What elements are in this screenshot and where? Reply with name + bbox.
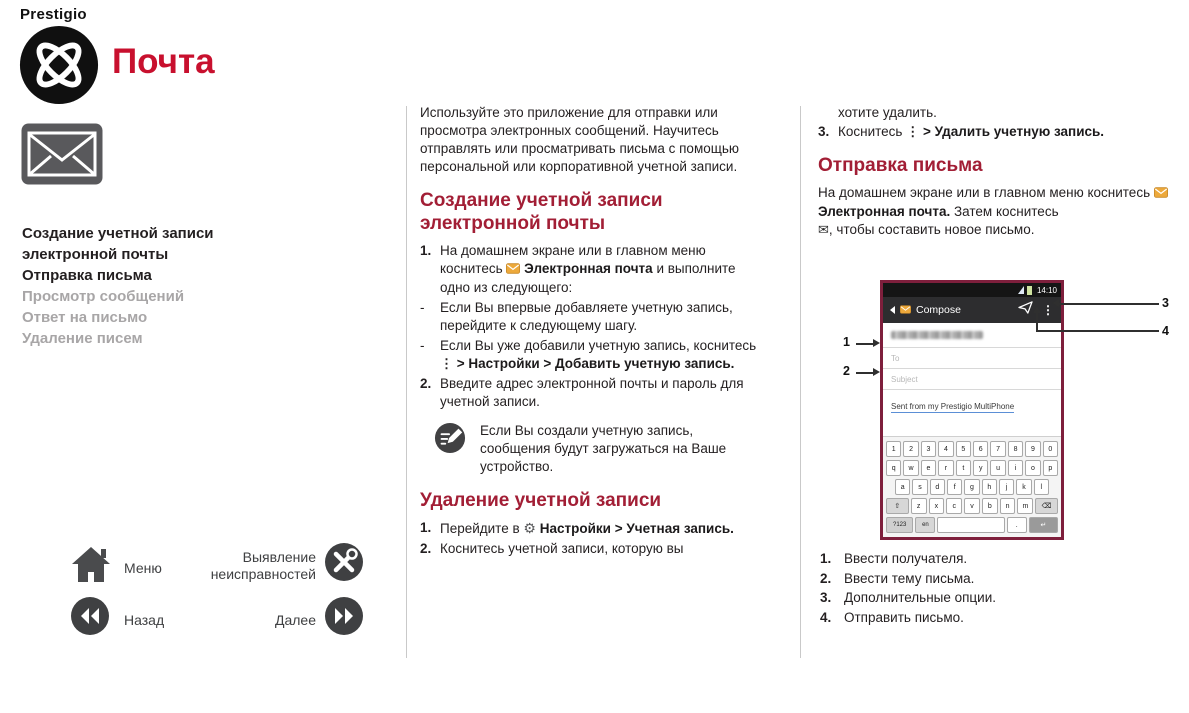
language-key: en (915, 517, 935, 533)
legend-number: 1. (820, 551, 832, 566)
shift-key: ⇧ (886, 498, 909, 514)
toc-item-create-account[interactable]: Создание учетной записи электронной почты (22, 225, 214, 263)
bullet-text-bold: > Настройки > Добавить учетную запись. (456, 356, 735, 371)
settings-gear-icon: ⚙ (523, 520, 536, 536)
note-box (420, 422, 765, 476)
toc-item-delete-mails[interactable]: Удаление писем (22, 330, 143, 347)
step-create-2 (420, 375, 765, 411)
phone-legend (818, 549, 1178, 627)
keyboard-key: 2 (903, 441, 918, 457)
keyboard-key: v (964, 498, 980, 514)
period-key: . (1007, 517, 1027, 533)
keyboard-key: l (1034, 479, 1049, 495)
battery-icon (1027, 286, 1032, 295)
step-number: 3. (818, 124, 830, 139)
legend-item (818, 588, 1178, 608)
mail-app-icon (20, 122, 104, 191)
keyboard-key: g (964, 479, 979, 495)
legend-number: 3. (820, 590, 832, 605)
keyboard-key: 3 (921, 441, 936, 457)
next-button[interactable] (324, 596, 364, 641)
keyboard-key: z (911, 498, 927, 514)
heading-delete-account: Удаление учетной записи (420, 490, 662, 511)
legend-number: 2. (820, 570, 832, 586)
keyboard-key: h (982, 479, 997, 495)
step-number: 1. (420, 243, 432, 258)
callout-line-3 (1059, 303, 1159, 305)
keyboard-key: 8 (1008, 441, 1023, 457)
email-app-icon (506, 261, 520, 279)
step-delete-2-continued (818, 104, 1183, 122)
legend-item (818, 569, 1178, 589)
paragraph-text: На домашнем экране или в главном меню коснитесь (818, 185, 1151, 200)
heading-send-mail: Отправка письма (818, 155, 983, 176)
keyboard (883, 436, 1061, 537)
to-hint: To (891, 353, 900, 363)
legend-item (818, 549, 1178, 569)
subject-hint: Subject (891, 374, 918, 384)
step-create-1 (420, 242, 765, 297)
paragraph-text: , чтобы составить новое письмо. (828, 222, 1035, 237)
keyboard-key: o (1025, 460, 1040, 476)
note-icon (434, 422, 466, 459)
bullet-first-time (420, 299, 765, 335)
keyboard-key: k (1016, 479, 1031, 495)
keyboard-key: f (947, 479, 962, 495)
callout-3: 3 (1162, 296, 1169, 310)
keyboard-key: 9 (1025, 441, 1040, 457)
brand-wordmark: Prestigio (20, 6, 87, 23)
keyboard-key: m (1017, 498, 1033, 514)
step-delete-2 (420, 540, 765, 558)
keyboard-key: x (929, 498, 945, 514)
keyboard-key: j (999, 479, 1014, 495)
legend-text: Отправить письмо. (844, 609, 964, 625)
back-button[interactable] (70, 596, 110, 641)
prestigio-logo-icon (18, 24, 100, 111)
signature-text: Sent from my Prestigio MultiPhone (891, 402, 1015, 411)
step-number: 2. (420, 541, 432, 556)
step-number: 1. (420, 520, 432, 535)
compose-envelope-icon: ✉ (818, 222, 829, 237)
bullet-dash: - (420, 338, 425, 353)
overflow-menu-icon: ⋮ (906, 124, 920, 139)
keyboard-key: r (938, 460, 953, 476)
back-label: Назад (124, 612, 165, 628)
step-text-bold: Настройки > Учетная запись. (539, 521, 734, 536)
step-text: Введите адрес электронной почты и пароль для учетной записи. (440, 376, 744, 409)
column-right (818, 104, 1183, 243)
keyboard-key: u (990, 460, 1005, 476)
send-mail-paragraph (818, 184, 1183, 239)
phone-status-bar (883, 283, 1061, 297)
keyboard-key: a (895, 479, 910, 495)
bullet-existing-account (420, 337, 765, 373)
legend-text: Ввести тему письма. (844, 570, 975, 586)
bullet-text: Если Вы впервые добавляете учетную запись, перейдите к следующему шагу. (440, 300, 733, 333)
from-field (883, 323, 1061, 348)
callout-4: 4 (1162, 324, 1169, 338)
keyboard-row-qwerty (886, 460, 1058, 476)
callout-arrow-2 (873, 368, 880, 376)
toc-item-send-mail[interactable]: Отправка письма (22, 267, 152, 284)
step-text: На домашнем экране или в главном меню коснитесь (440, 243, 706, 276)
keyboard-key: 6 (973, 441, 988, 457)
legend-text: Дополнительные опции. (844, 590, 997, 605)
keyboard-key: 0 (1043, 441, 1058, 457)
step-delete-3 (818, 123, 1183, 141)
callout-1: 1 (843, 335, 850, 349)
step-text: Коснитесь учетной записи, которую вы (440, 541, 684, 556)
backspace-key: ⌫ (1035, 498, 1058, 514)
step-text: Коснитесь (838, 124, 903, 139)
overflow-menu-icon: ⋮ (1042, 303, 1054, 317)
callout-arrow-4 (1033, 306, 1041, 313)
heading-create-account: Создание учетной записи электронной почты (420, 190, 663, 234)
keyboard-row-home (886, 479, 1058, 495)
keyboard-key: p (1043, 460, 1058, 476)
step-text-bold: > Удалить учетную запись. (922, 124, 1105, 139)
legend-text: Ввести получателя. (844, 551, 968, 566)
keyboard-row-numbers (886, 441, 1058, 457)
page-title: Почта (112, 42, 215, 81)
keyboard-key: y (973, 460, 988, 476)
toc-item-reply[interactable]: Ответ на письмо (22, 309, 148, 326)
table-of-contents (22, 223, 302, 349)
send-icon (1018, 301, 1033, 319)
keyboard-key: n (1000, 498, 1016, 514)
note-text: Если Вы создали учетную запись, сообщения будут загружаться на Ваше устройство. (480, 423, 727, 474)
keyboard-key: 1 (886, 441, 901, 457)
status-time: 14:10 (1036, 285, 1057, 295)
keyboard-key: c (946, 498, 962, 514)
keyboard-key: e (921, 460, 936, 476)
bullet-dash: - (420, 300, 425, 315)
keyboard-key: 7 (990, 441, 1005, 457)
keyboard-key: 5 (956, 441, 971, 457)
space-key (937, 517, 1004, 533)
next-label: Далее (274, 612, 316, 628)
keyboard-row-shift (886, 498, 1058, 514)
overflow-menu-icon: ⋮ (440, 356, 453, 371)
bullet-text: Если Вы уже добавили учетную запись, коснитесь (440, 338, 757, 353)
paragraph-text: Затем коснитесь (954, 204, 1059, 219)
keyboard-key: w (903, 460, 918, 476)
subject-field (883, 369, 1061, 390)
toc-item-view-messages[interactable]: Просмотр сообщений (22, 288, 185, 305)
keyboard-key: t (956, 460, 971, 476)
legend-item (818, 608, 1178, 628)
legend-number: 4. (820, 609, 832, 625)
troubleshooting-label: Выявление неисправностей (210, 549, 316, 582)
callout-2: 2 (843, 364, 850, 378)
column-divider (800, 106, 801, 658)
keyboard-key: s (912, 479, 927, 495)
callout-arrow-3 (1052, 299, 1059, 307)
intro-paragraph: Используйте это приложение для отправки или просмотра электронных сообщений. Научитесь отправлять или просматривать письма с помощью персональной или корпоративной учетной записи. (420, 105, 739, 174)
signal-icon (1018, 286, 1024, 294)
keyboard-key: q (886, 460, 901, 476)
email-app-icon (1154, 185, 1168, 203)
column-middle (420, 104, 765, 560)
email-app-icon (900, 301, 911, 319)
message-body (883, 390, 1061, 436)
enter-key: ↵ (1029, 517, 1058, 533)
symbols-key: ?123 (886, 517, 913, 533)
home-menu-button[interactable] (70, 544, 112, 589)
compose-title: Compose (916, 304, 961, 316)
keyboard-key: 4 (938, 441, 953, 457)
keyboard-row-bottom (886, 517, 1058, 533)
callout-arrow-1 (873, 339, 880, 347)
keyboard-key: d (930, 479, 945, 495)
menu-label: Меню (124, 560, 162, 576)
callout-line-4 (1036, 330, 1159, 332)
step-number: 2. (420, 376, 432, 391)
keyboard-key: b (982, 498, 998, 514)
back-arrow-icon (890, 306, 895, 314)
to-field (883, 348, 1061, 369)
step-delete-1 (420, 519, 765, 538)
troubleshooting-button[interactable] (324, 542, 364, 587)
paragraph-text-bold: Электронная почта. (818, 204, 951, 219)
redacted-email (891, 331, 983, 339)
step-text: хотите удалить. (838, 105, 937, 120)
keyboard-key: i (1008, 460, 1023, 476)
column-divider (406, 106, 407, 658)
step-text: и выполните одно из следующего: (440, 261, 736, 295)
step-text: Перейдите в (440, 521, 520, 536)
step-text-bold: Электронная почта (524, 261, 653, 276)
